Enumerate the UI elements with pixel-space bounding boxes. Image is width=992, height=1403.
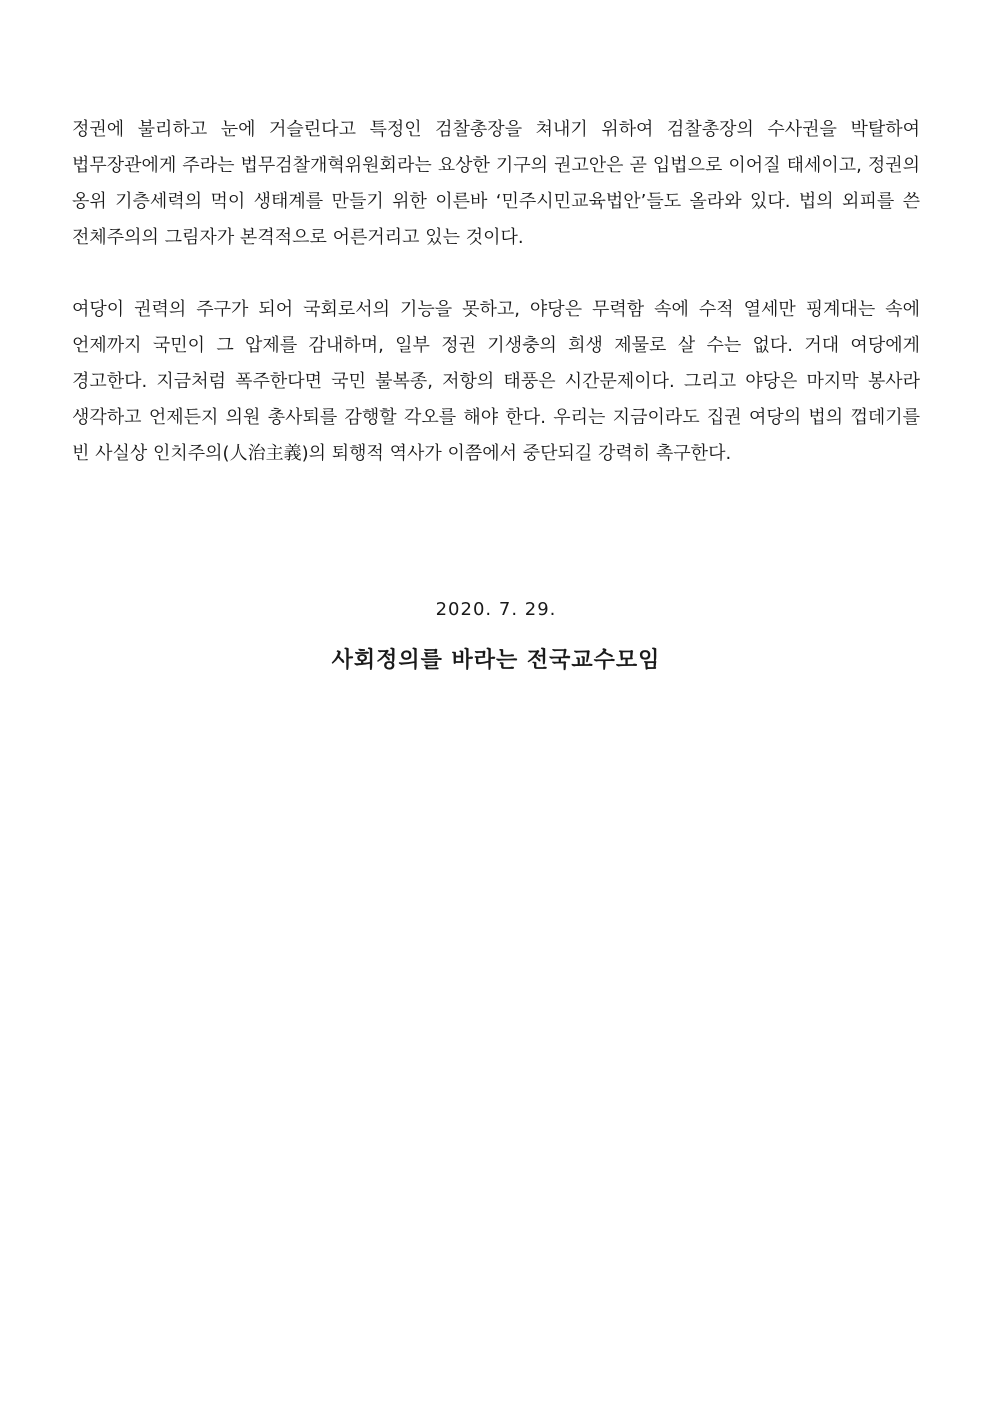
paragraph-1: 정권에 불리하고 눈에 거슬린다고 특정인 검찰총장을 쳐내기 위하여 검찰총장의 수사권을 박탈하여 법무장관에게 주라는 법무검찰개혁위원회라는 요상한 기구의 권고안은 곧 입법으로 이어질 태세이고, 정권의 옹위 기층세력의 먹이 생태계를 만들기 위한 이른바 ‘민주시민교육법안’들도 올라와 있다. 법의 외피를 쓴 전체주의의 그림자가 본격적으로 어른거리고 있는 것이다. (72, 119, 920, 248)
paragraph-2: 여당이 권력의 주구가 되어 국회로서의 기능을 못하고, 야당은 무력함 속에 수적 열세만 핑계대는 속에 언제까지 국민이 그 압제를 감내하며, 일부 정권 기생충의 희생 제물로 살 수는 없다. 거대 여당에게 경고한다. 지금처럼 폭주한다면 국민 불복종, 저항의 태풍은 시간문제이다. 그리고 야당은 마지막 봉사라 생각하고 언제든지 의원 총사퇴를 감행할 각오를 해야 한다. 우리는 지금이라도 집권 여당의 법의 껍데기를 빈 사실상 인치주의(人治主義)의 퇴행적 역사가 이쯤에서 중단되길 강력히 촉구한다. (72, 299, 920, 464)
document-body (72, 112, 920, 472)
document-date: 2020. 7. 29. (435, 599, 557, 620)
document-signature: 사회정의를 바라는 전국교수모임 (331, 648, 661, 673)
